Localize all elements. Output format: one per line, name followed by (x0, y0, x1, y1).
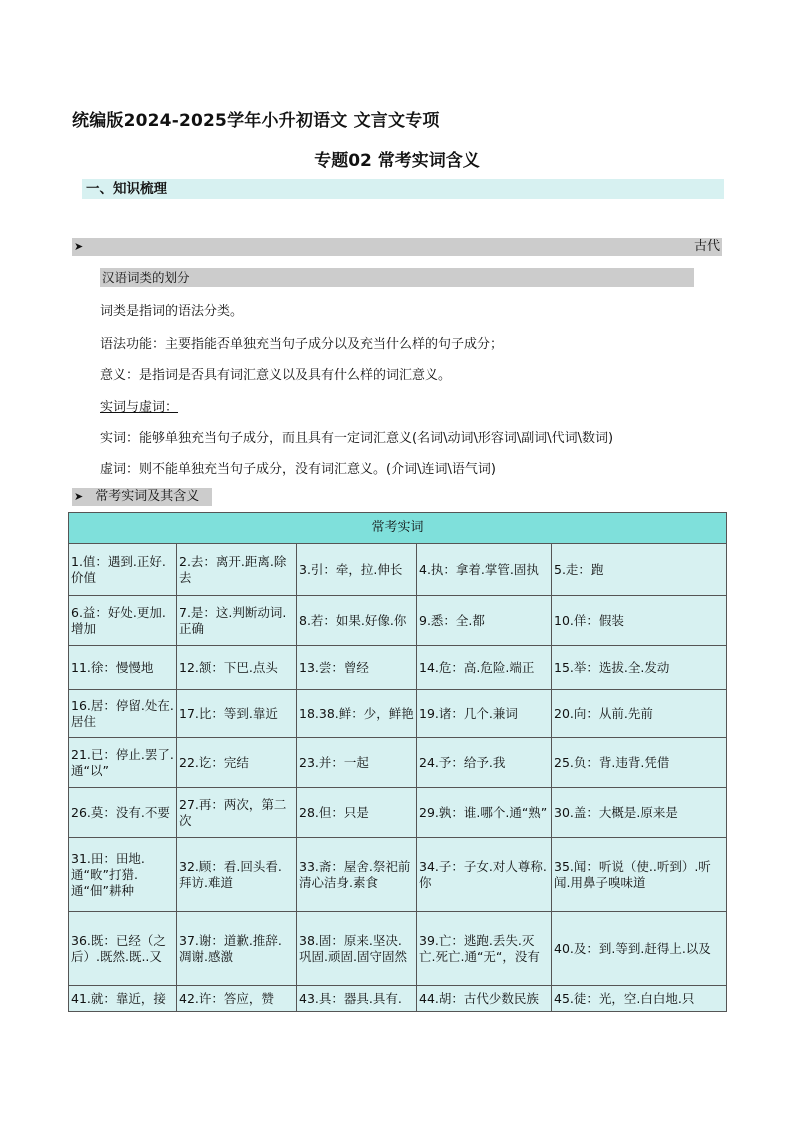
table-cell: 13.尝：曾经 (297, 646, 417, 690)
arrow-right-icon: ➤ (74, 240, 84, 253)
table-cell: 4.执：拿着.掌管.固执 (417, 544, 552, 596)
table-cell: 38.固：原来.坚决.巩固.顽固.固守固然 (297, 912, 417, 986)
table-cell: 29.孰：谁.哪个.通“熟” (417, 788, 552, 838)
table-header: 常考实词 (69, 513, 727, 544)
table-cell: 26.莫：没有.不要 (69, 788, 177, 838)
table-cell: 36.既：已经（之后）.既然.既..又 (69, 912, 177, 986)
table-cell: 1.值：遇到.正好.价值 (69, 544, 177, 596)
table-cell: 22.讫：完结 (177, 738, 297, 788)
table-cell: 23.并：一起 (297, 738, 417, 788)
table-cell: 35.闻：听说（使..听到）.听闻.用鼻子嗅味道 (552, 838, 727, 912)
table-row (69, 788, 727, 838)
doc-title: 统编版2024-2025学年小升初语文 文言文专项 (72, 111, 440, 131)
table-cell: 19.诸：几个.兼词 (417, 690, 552, 738)
table-cell: 6.益：好处.更加.增加 (69, 596, 177, 646)
table-row (69, 738, 727, 788)
paragraph-4: 实词与虚词： (100, 400, 179, 415)
table-row (69, 838, 727, 912)
doc-subtitle: 专题02 常考实词含义 (314, 151, 480, 171)
subheading-bar: 汉语词类的划分 (100, 268, 694, 287)
table-cell: 32.顾：看.回头看.拜访.难道 (177, 838, 297, 912)
bullet-heading (72, 488, 212, 506)
section-heading: 一、知识梳理 (82, 179, 724, 199)
paragraph-6: 虚词：则不能单独充当句子成分，没有词汇意义。(介词\连词\语气词) (100, 462, 496, 477)
table-row (69, 986, 727, 1012)
table-cell: 8.若：如果.好像.你 (297, 596, 417, 646)
table-cell: 44.胡：古代少数民族 (417, 986, 552, 1012)
table-row (69, 912, 727, 986)
table-cell: 42.许：答应，赞 (177, 986, 297, 1012)
table-cell: 17.比：等到.靠近 (177, 690, 297, 738)
table-cell: 28.但：只是 (297, 788, 417, 838)
table-cell: 11.徐：慢慢地 (69, 646, 177, 690)
table-body (69, 544, 727, 1012)
table-cell: 3.引：牵，拉.伸长 (297, 544, 417, 596)
bullet-heading-label: 常考实词及其含义 (95, 489, 200, 504)
table-row (69, 646, 727, 690)
gray-bar-right-text: 古代 (693, 239, 720, 254)
paragraph-2: 语法功能：主要指能否单独充当句子成分以及充当什么样的句子成分； (100, 337, 504, 352)
table-row (69, 544, 727, 596)
table-cell: 41.就：靠近，接 (69, 986, 177, 1012)
table-cell: 5.走：跑 (552, 544, 727, 596)
paragraph-1: 词类是指词的语法分类。 (100, 304, 244, 319)
table-cell: 39.亡：逃跑.丢失.灭亡.死亡.通“无“，没有 (417, 912, 552, 986)
table-cell: 9.悉：全.都 (417, 596, 552, 646)
table-cell: 40.及：到.等到.赶得上.以及 (552, 912, 727, 986)
table-cell: 21.已：停止.罢了.通“以” (69, 738, 177, 788)
table-cell: 10.佯：假装 (552, 596, 727, 646)
table-cell: 30.盖：大概是.原来是 (552, 788, 727, 838)
gray-heading-bar (72, 238, 722, 256)
table-cell: 33.斋：屋舍.祭祀前清心洁身.素食 (297, 838, 417, 912)
table-cell: 43.具：器具.具有. (297, 986, 417, 1012)
table-cell: 15.举：选拔.全.发动 (552, 646, 727, 690)
table-row (69, 690, 727, 738)
table-cell: 37.谢：道歉.推辞.凋谢.感激 (177, 912, 297, 986)
table-cell: 14.危：高.危险.端正 (417, 646, 552, 690)
table-cell: 25.负：背.违背.凭借 (552, 738, 727, 788)
paragraph-3: 意义：是指词是否具有词汇意义以及具有什么样的词汇意义。 (100, 368, 452, 383)
table-cell: 12.颔：下巴.点头 (177, 646, 297, 690)
table-cell: 18.38.鲜：少，鲜艳 (297, 690, 417, 738)
table-cell: 45.徒：光，空.白白地.只 (552, 986, 727, 1012)
table-cell: 27.再：两次，第二次 (177, 788, 297, 838)
table-row (69, 596, 727, 646)
table-cell: 16.居：停留.处在.居住 (69, 690, 177, 738)
table-cell: 2.去：离开.距离.除去 (177, 544, 297, 596)
arrow-right-icon: ➤ (74, 490, 84, 503)
table-cell: 31.田：田地.通“畋”打猎.通“佃”耕种 (69, 838, 177, 912)
table-cell: 24.予：给予.我 (417, 738, 552, 788)
table-cell: 7.是：这.判断动词.正确 (177, 596, 297, 646)
table-cell: 34.子：子女.对人尊称.你 (417, 838, 552, 912)
word-table (68, 512, 727, 1012)
paragraph-5: 实词：能够单独充当句子成分，而且具有一定词汇意义(名词\动词\形容词\副词\代词\数词) (100, 431, 614, 446)
table-cell: 20.向：从前.先前 (552, 690, 727, 738)
